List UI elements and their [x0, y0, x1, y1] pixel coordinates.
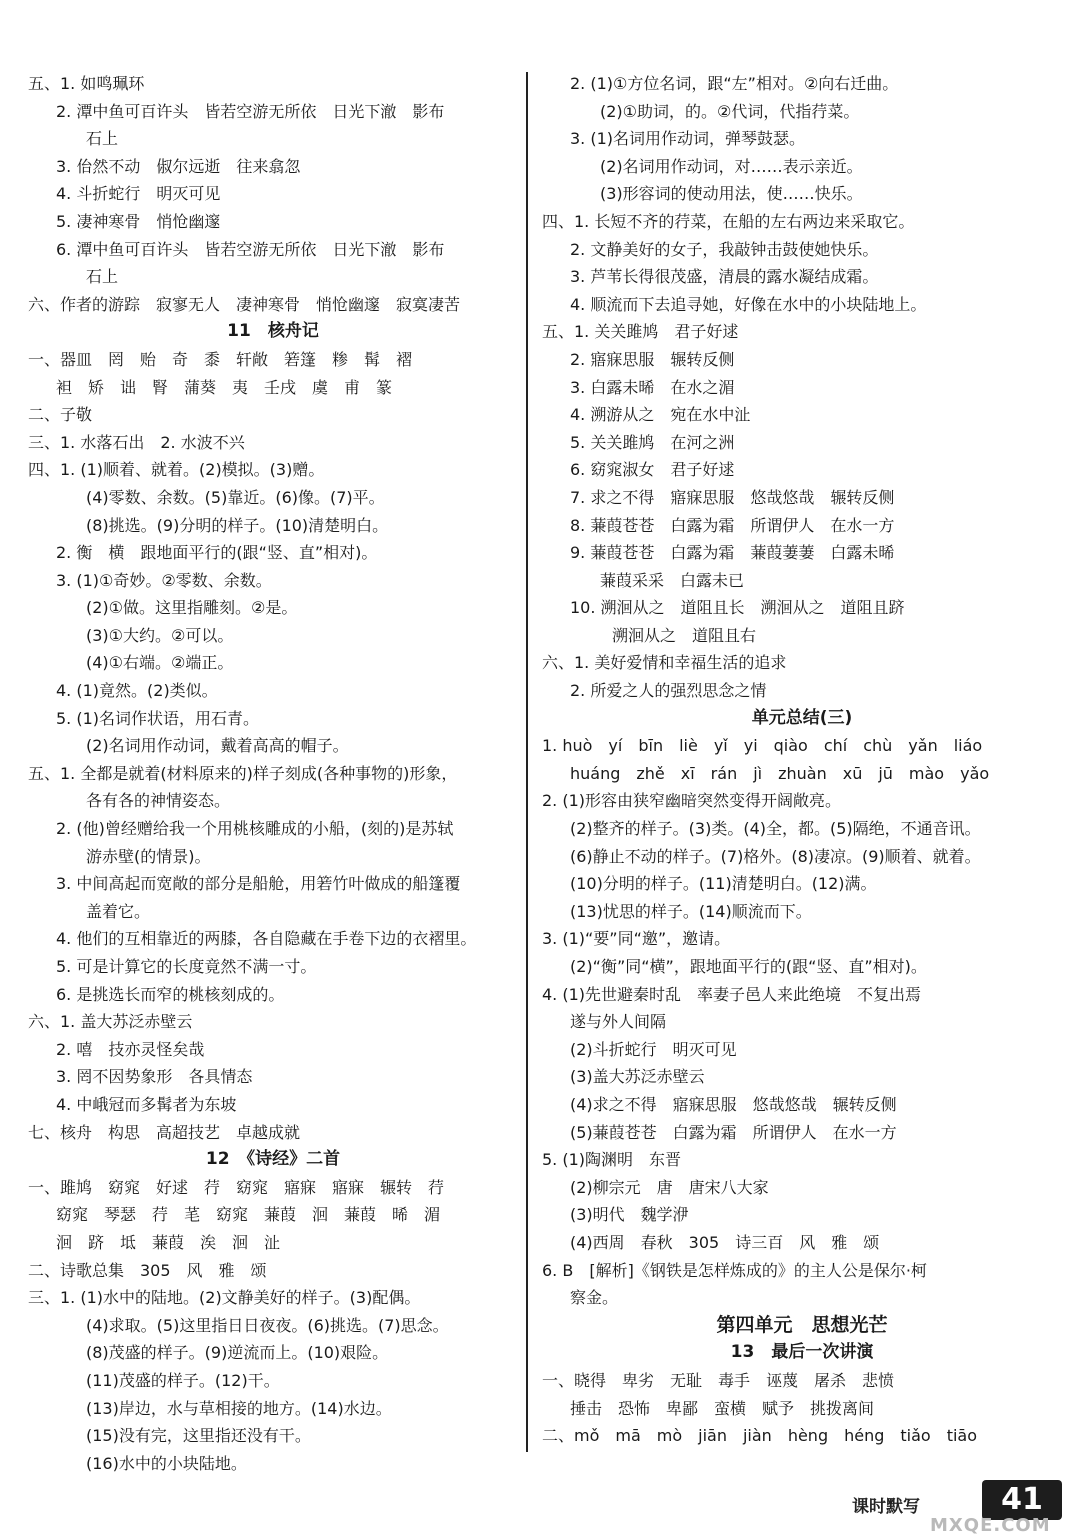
section-title: 单元总结(三)	[751, 707, 853, 728]
answer-line: 四、1. 长短不齐的荇菜，在船的左右两边来采取它。	[542, 211, 915, 231]
answer-line: 7. 求之不得 寤寐思服 悠哉悠哉 辗转反侧	[570, 487, 895, 507]
answer-line: (2)名词用作动词，戴着高高的帽子。	[86, 736, 349, 756]
answer-line: (4)①右端。②端正。	[86, 653, 234, 673]
right-column	[542, 70, 1062, 1450]
answer-line: (5)蒹葭苍苍 白露为霜 所谓伊人 在水一方	[570, 1122, 897, 1142]
answer-line: 一、晓得 卑劣 无耻 毒手 诬蔑 屠杀 悲愤	[542, 1370, 895, 1390]
answer-line: 6. 潭中鱼可百许头 皆若空游无所依 日光下澈 影布	[56, 239, 445, 259]
answer-line: 蒹葭采采 白露未已	[600, 570, 745, 590]
answer-line: (3)明代 魏学洢	[570, 1205, 689, 1225]
answer-line: (11)茂盛的样子。(12)干。	[86, 1370, 280, 1390]
answer-line: 洄 跻 坻 蒹葭 涘 洄 沚	[56, 1232, 281, 1252]
answer-line: 2. 衡 横 跟地面平行的(跟“竖、直”相对)。	[56, 543, 378, 563]
answer-line: (3)①大约。②可以。	[86, 625, 234, 645]
answer-line: 4. 顺流而下去追寻她，好像在水中的小块陆地上。	[570, 294, 927, 314]
site-watermark: MXQE.COM	[930, 1515, 1051, 1536]
answer-line: 六、1. 美好爱情和幸福生活的追求	[542, 653, 787, 673]
answer-line: 六、作者的游踪 寂寥无人 凄神寒骨 悄怆幽邃 寂寞凄苦	[28, 294, 461, 314]
answer-line: 8. 蒹葭苍苍 白露为霜 所谓伊人 在水一方	[570, 515, 895, 535]
section-title: 11 核舟记	[227, 321, 319, 342]
answer-line: 五、1. 全都是就着(材料原来的)样子刻成(各种事物的)形象，	[28, 763, 458, 783]
answer-line: 2. 寤寐思服 辗转反侧	[570, 349, 735, 369]
answer-line: (4)求取。(5)这里指日日夜夜。(6)挑选。(7)思念。	[86, 1315, 449, 1335]
answer-line: 4. 斗折蛇行 明灭可见	[56, 184, 221, 204]
answer-line: 2. (他)曾经赠给我一个用桃核雕成的小船，(刻的)是苏轼	[56, 819, 454, 839]
answer-line: 盖着它。	[86, 901, 151, 921]
answer-line: 3. 佁然不动 俶尔远逝 往来翕忽	[56, 156, 301, 176]
answer-line: (4)求之不得 寤寐思服 悠哉悠哉 辗转反侧	[570, 1094, 897, 1114]
answer-line: 2. 所爱之人的强烈思念之情	[570, 681, 767, 701]
answer-line: 5. 凄神寒骨 悄怆幽邃	[56, 211, 221, 231]
answer-line: (2)整齐的样子。(3)类。(4)全，都。(5)隔绝，不通音讯。	[570, 819, 981, 839]
answer-line: 游赤壁(的情景)。	[86, 846, 211, 866]
answer-line: 4. (1)竟然。(2)类似。	[56, 681, 218, 701]
answer-line: (6)静止不动的样子。(7)格外。(8)凄凉。(9)顺着、就着。	[570, 846, 981, 866]
section-title: 第四单元 思想光芒	[716, 1313, 888, 1336]
answer-line: (8)茂盛的样子。(9)逆流而上。(10)艰险。	[86, 1343, 389, 1363]
answer-line: 6. 是挑选长而窄的桃核刻成的。	[56, 984, 285, 1004]
answer-line: (15)没有完，这里指还没有干。	[86, 1426, 311, 1446]
answer-line: (8)挑选。(9)分明的样子。(10)清楚明白。	[86, 515, 389, 535]
answer-line: (13)岸边，水与草相接的地方。(14)水边。	[86, 1398, 392, 1418]
answer-line: 窈窕 琴瑟 荇 芼 窈窕 蒹葭 洄 蒹葭 晞 湄	[56, 1205, 441, 1225]
answer-line: (2)“衡”同“横”，跟地面平行的(跟“竖、直”相对)。	[570, 957, 927, 976]
answer-line: 10. 溯洄从之 道阻且长 溯洄从之 道阻且跻	[570, 598, 905, 618]
answer-line: 二、子敬	[28, 405, 93, 425]
answer-line: 一、器皿 罔 贻 奇 黍 轩敞 箬篷 糁 髯 褶	[28, 349, 413, 369]
answer-line: 二、诗歌总集 305 风 雅 颂	[28, 1260, 267, 1280]
answer-line: (13)忧思的样子。(14)顺流而下。	[570, 901, 812, 921]
answer-line: (3)形容词的使动用法，使……快乐。	[600, 184, 863, 204]
answer-line: 3. 白露未晞 在水之湄	[570, 377, 735, 397]
answer-line: 五、1. 关关雎鸠 君子好逑	[542, 322, 739, 342]
answer-line: (2)斗折蛇行 明灭可见	[570, 1039, 737, 1059]
answer-line: 四、1. (1)顺着、就着。(2)模拟。(3)赠。	[28, 460, 325, 480]
answer-line: 三、1. 水落石出 2. 水波不兴	[28, 432, 245, 452]
answer-line: 5. 关关雎鸠 在河之洲	[570, 432, 735, 452]
answer-line: 六、1. 盖大苏泛赤壁云	[28, 1012, 193, 1032]
answer-line: 2. 嘻 技亦灵怪矣哉	[56, 1039, 205, 1059]
answer-line: 察金。	[570, 1288, 619, 1308]
answer-line: 4. 中峨冠而多髯者为东坡	[56, 1094, 237, 1114]
answer-line: 3. (1)①奇妙。②零数、余数。	[56, 570, 272, 590]
answer-line: huáng zhě xī rán jì zhuàn xū jū mào yǎo	[570, 763, 990, 783]
answer-line: 2. (1)形容由狭窄幽暗突然变得开阔敞亮。	[542, 791, 842, 811]
answer-line: (10)分明的样子。(11)清楚明白。(12)满。	[570, 874, 877, 894]
answer-line: 4. 溯游从之 宛在水中沚	[570, 405, 751, 425]
answer-line: 2. (1)①方位名词，跟“左”相对。②向右迁曲。	[570, 74, 899, 93]
answer-line: 三、1. (1)水中的陆地。(2)文静美好的样子。(3)配偶。	[28, 1288, 421, 1308]
answer-line: 石上	[86, 267, 119, 287]
left-column	[28, 70, 518, 1477]
answer-line: 2. 文静美好的女子，我敲钟击鼓使她快乐。	[570, 239, 879, 259]
answer-line: 4. (1)先世避秦时乱 率妻子邑人来此绝境 不复出焉	[542, 984, 922, 1004]
answer-line: 6. 窈窕淑女 君子好逑	[570, 460, 735, 480]
section-title: 13 最后一次讲演	[730, 1342, 874, 1363]
answer-line: 遂与外人间隔	[570, 1012, 667, 1032]
answer-line: 5. (1)陶渊明 东晋	[542, 1150, 682, 1170]
answer-line: 1. huò yí bīn liè yǐ yi qiào chí chù yǎn liáo	[542, 736, 983, 756]
answer-line: (2)①做。这里指雕刻。②是。	[86, 598, 298, 618]
section-title: 12 《诗经》二首	[205, 1149, 341, 1170]
answer-line: (2)柳宗元 唐 唐宋八大家	[570, 1177, 769, 1197]
answer-line: 2. 潭中鱼可百许头 皆若空游无所依 日光下澈 影布	[56, 101, 445, 121]
answer-line: (16)水中的小块陆地。	[86, 1453, 247, 1473]
answer-line: 二、mǒ mā mò jiān jiàn hèng héng tiǎo tiāo	[542, 1426, 978, 1446]
answer-line: 9. 蒹葭苍苍 白露为霜 蒹葭萋萋 白露未晞	[570, 543, 895, 563]
answer-line: (4)西周 春秋 305 诗三百 风 雅 颂	[570, 1232, 880, 1252]
answer-line: (3)盖大苏泛赤壁云	[570, 1067, 705, 1087]
answer-line: 五、1. 如鸣珮环	[28, 74, 145, 93]
answer-line: 6. B [解析]《钢铁是怎样炼成的》的主人公是保尔·柯	[542, 1260, 927, 1280]
book-section-label: 课时默写	[852, 1497, 920, 1517]
answer-line: 一、雎鸠 窈窕 好逑 荇 窈窕 寤寐 寤寐 辗转 荇	[28, 1177, 445, 1197]
answer-line: 4. 他们的互相靠近的两膝，各自隐藏在手卷下边的衣褶里。	[56, 929, 477, 949]
answer-line: 石上	[86, 129, 119, 149]
answer-line: 3. 芦苇长得很茂盛，清晨的露水凝结成霜。	[570, 267, 879, 287]
answer-line: 3. (1)“要”同“邀”，邀请。	[542, 929, 731, 949]
answer-line: 捶击 恐怖 卑鄙 蛮横 赋予 挑拨离间	[570, 1398, 875, 1418]
answer-line: (2)名词用作动词，对……表示亲近。	[600, 156, 863, 176]
answer-line: 七、核舟 构思 高超技艺 卓越成就	[28, 1122, 301, 1142]
answer-line: 袒 矫 诎 腎 蒲葵 夷 壬戌 虞 甫 篆	[56, 377, 393, 397]
answer-line: (4)零数、余数。(5)靠近。(6)像。(7)平。	[86, 487, 385, 507]
answer-line: 5. (1)名词作状语，用石青。	[56, 708, 260, 728]
answer-line: 3. (1)名词用作动词，弹琴鼓瑟。	[570, 129, 806, 149]
answer-line: 5. 可是计算它的长度竟然不满一寸。	[56, 957, 317, 976]
answer-line: 3. 中间高起而宽敞的部分是船舱，用箬竹叶做成的船篷覆	[56, 874, 461, 894]
answer-line: 溯洄从之 道阻且右	[612, 625, 757, 645]
page-number: 41	[982, 1480, 1062, 1520]
answer-line: 3. 罔不因势象形 各具情态	[56, 1067, 253, 1087]
answer-line: (2)①助词，的。②代词，代指荇菜。	[600, 101, 860, 121]
column-divider	[526, 72, 528, 1452]
answer-line: 各有各的神情姿态。	[86, 791, 231, 811]
